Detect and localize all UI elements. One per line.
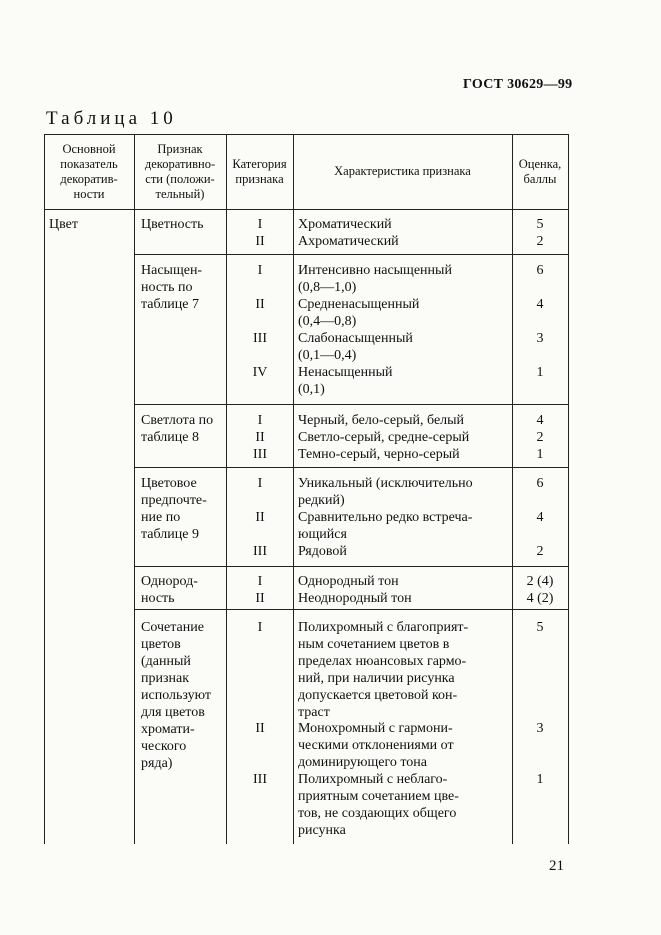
- score-value: 1: [536, 447, 544, 462]
- column-header-indicator: Основной показатель декоратив- ности: [60, 142, 118, 201]
- score-value: 4: [536, 413, 544, 428]
- category-value: I: [257, 413, 263, 428]
- category-value: III: [253, 331, 267, 346]
- characteristic-text: Сравнительно редко встреча- ющийся: [298, 510, 473, 542]
- table-header-bottom-border: [44, 209, 569, 210]
- column-divider: [293, 134, 294, 844]
- characteristic-text: Темно-серый, черно-серый: [298, 447, 460, 462]
- score-value: 2 (4): [526, 574, 554, 589]
- score-value: 5: [536, 217, 544, 232]
- characteristic-text: Средненасыщенный (0,4—0,8): [298, 297, 420, 329]
- column-header-feature: Признак декоративно- сти (положи- тельный): [144, 142, 216, 201]
- column-header-score: Оценка, баллы: [518, 157, 562, 186]
- score-value: 6: [536, 476, 544, 491]
- category-value: III: [253, 544, 267, 559]
- category-value: II: [255, 430, 265, 445]
- characteristic-text: Полихромный с благоприят- ным сочетанием цветов в пределах нюансовых гармо- ний, при наличии рисунка допускается цветовой кон- траст: [298, 620, 469, 720]
- category-value: III: [253, 772, 267, 787]
- category-value: II: [255, 510, 265, 525]
- feature-label: Цветность: [141, 217, 204, 232]
- characteristic-text: Рядовой: [298, 544, 347, 559]
- characteristic-text: Уникальный (исключительно редкий): [298, 476, 473, 508]
- table-left-border: [44, 134, 45, 844]
- characteristic-text: Ненасыщенный (0,1): [298, 365, 393, 397]
- category-value: II: [255, 297, 265, 312]
- score-value: 1: [536, 365, 544, 380]
- characteristic-text: Полихромный с неблаго- приятным сочетанием цве- тов, не создающих общего рисунка: [298, 772, 459, 838]
- category-value: II: [255, 591, 265, 606]
- feature-label: Однород- ность: [141, 574, 198, 606]
- score-value: 6: [536, 263, 544, 278]
- column-header-characteristic: Характеристика признака: [334, 164, 471, 178]
- score-value: 4: [536, 297, 544, 312]
- group-separator: [134, 467, 569, 468]
- category-value: IV: [252, 365, 268, 380]
- characteristic-text: Монохромный с гармони- ческими отклонениями от доминирующего тона: [298, 721, 454, 770]
- group-separator: [134, 609, 569, 610]
- category-value: II: [255, 234, 265, 249]
- feature-label: Светлота по таблице 8: [141, 413, 214, 445]
- table-right-border: [568, 134, 569, 844]
- characteristic-text: Ахроматический: [298, 234, 399, 249]
- score-value: 2: [536, 430, 544, 445]
- category-value: III: [253, 447, 267, 462]
- characteristic-text: Слабонасыщенный (0,1—0,4): [298, 331, 413, 363]
- characteristic-text: Черный, бело-серый, белый: [298, 413, 465, 428]
- score-value: 1: [536, 772, 544, 787]
- feature-label: Цветовое предпочте- ние по таблице 9: [141, 476, 207, 542]
- table-caption: Таблица 10: [46, 108, 177, 129]
- feature-label: Насыщен- ность по таблице 7: [141, 263, 203, 312]
- standard-number: ГОСТ 30629—99: [463, 77, 573, 92]
- feature-label: Сочетание цветов (данный признак используют для цветов хромати- ческого ряда): [141, 620, 212, 771]
- column-divider: [134, 134, 135, 844]
- characteristic-text: Однородный тон: [298, 574, 399, 589]
- score-value: 5: [536, 620, 544, 635]
- score-value: 3: [536, 721, 544, 736]
- category-value: II: [255, 721, 265, 736]
- characteristic-text: Светло-серый, средне-серый: [298, 430, 470, 445]
- score-value: 4 (2): [526, 591, 554, 606]
- category-value: I: [257, 217, 263, 232]
- score-value: 2: [536, 234, 544, 249]
- category-value: I: [257, 476, 263, 491]
- group-separator: [134, 404, 569, 405]
- score-value: 2: [536, 544, 544, 559]
- column-header-category: Категория признака: [232, 157, 287, 186]
- group-separator: [134, 254, 569, 255]
- score-value: 4: [536, 510, 544, 525]
- column-divider: [226, 134, 227, 844]
- indicator-color: Цвет: [49, 217, 78, 232]
- table-top-border: [44, 134, 569, 135]
- column-divider: [512, 134, 513, 844]
- group-separator: [134, 566, 569, 567]
- characteristic-text: Хроматический: [298, 217, 392, 232]
- characteristic-text: Интенсивно насыщенный (0,8—1,0): [298, 263, 452, 295]
- score-value: 3: [536, 331, 544, 346]
- category-value: I: [257, 620, 263, 635]
- page-number: 21: [549, 858, 564, 874]
- category-value: I: [257, 574, 263, 589]
- characteristic-text: Неоднородный тон: [298, 591, 412, 606]
- category-value: I: [257, 263, 263, 278]
